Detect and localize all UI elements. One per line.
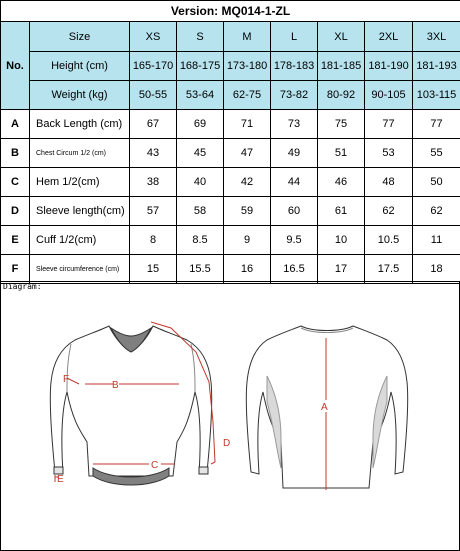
value-cell: 18: [413, 255, 460, 284]
weight-cell: 62-75: [224, 81, 271, 110]
size-cell: 3XL: [413, 22, 460, 52]
value-cell: 60: [271, 197, 318, 226]
value-cell: 77: [413, 110, 460, 139]
value-cell: 47: [224, 139, 271, 168]
value-cell: 8.5: [177, 226, 224, 255]
size-cell: S: [177, 22, 224, 52]
value-cell: 38: [130, 168, 177, 197]
row-label: Cuff 1/2(cm): [30, 226, 130, 255]
row-letter: F: [1, 255, 30, 284]
value-cell: 75: [318, 110, 365, 139]
value-cell: 58: [177, 197, 224, 226]
value-cell: 17.5: [365, 255, 413, 284]
weight-cell: 80-92: [318, 81, 365, 110]
value-cell: 53: [365, 139, 413, 168]
row-label: Sleeve length(cm): [30, 197, 130, 226]
value-cell: 15: [130, 255, 177, 284]
value-cell: 17: [318, 255, 365, 284]
value-cell: 69: [177, 110, 224, 139]
marker-d: D: [223, 438, 231, 449]
row-letter: D: [1, 197, 30, 226]
marker-a: A: [321, 402, 328, 413]
size-cell: XS: [130, 22, 177, 52]
height-cell: 181-190: [365, 52, 413, 81]
version-title: Version: MQ014-1-ZL: [1, 1, 460, 22]
row-label: Back Length (cm): [30, 110, 130, 139]
value-cell: 44: [271, 168, 318, 197]
row-label: Chest Circum 1/2 (cm): [30, 139, 130, 168]
weight-cell: 73-82: [271, 81, 318, 110]
row-letter: E: [1, 226, 30, 255]
height-cell: 181-185: [318, 52, 365, 81]
value-cell: 49: [271, 139, 318, 168]
value-cell: 67: [130, 110, 177, 139]
height-cell: 178-183: [271, 52, 318, 81]
value-cell: 15.5: [177, 255, 224, 284]
value-cell: 59: [224, 197, 271, 226]
row-letter: C: [1, 168, 30, 197]
height-cell: 165-170: [130, 52, 177, 81]
value-cell: 71: [224, 110, 271, 139]
value-cell: 11: [413, 226, 460, 255]
diagram-area: [0, 281, 460, 551]
size-cell: 2XL: [365, 22, 413, 52]
size-cell: M: [224, 22, 271, 52]
value-cell: 57: [130, 197, 177, 226]
weight-cell: 50-55: [130, 81, 177, 110]
header-label: Weight (kg): [30, 81, 130, 110]
value-cell: 43: [130, 139, 177, 168]
value-cell: 77: [365, 110, 413, 139]
row-letter: A: [1, 110, 30, 139]
value-cell: 46: [318, 168, 365, 197]
value-cell: 8: [130, 226, 177, 255]
value-cell: 40: [177, 168, 224, 197]
no-header: No.: [1, 22, 30, 110]
weight-cell: 53-64: [177, 81, 224, 110]
row-label: Hem 1/2(cm): [30, 168, 130, 197]
size-cell: XL: [318, 22, 365, 52]
value-cell: 62: [413, 197, 460, 226]
height-cell: 181-193: [413, 52, 460, 81]
row-label: Sleeve circumference (cm): [30, 255, 130, 284]
weight-cell: 90-105: [365, 81, 413, 110]
size-cell: L: [271, 22, 318, 52]
row-letter: B: [1, 139, 30, 168]
value-cell: 48: [365, 168, 413, 197]
value-cell: 9: [224, 226, 271, 255]
height-cell: 168-175: [177, 52, 224, 81]
value-cell: 42: [224, 168, 271, 197]
marker-e: E: [57, 474, 64, 485]
marker-c: C: [151, 460, 159, 471]
value-cell: 10: [318, 226, 365, 255]
value-cell: 61: [318, 197, 365, 226]
header-label: Height (cm): [30, 52, 130, 81]
value-cell: 51: [318, 139, 365, 168]
value-cell: 73: [271, 110, 318, 139]
front-jersey-drawing: [50, 326, 212, 485]
height-cell: 173-180: [224, 52, 271, 81]
value-cell: 10.5: [365, 226, 413, 255]
header-label: Size: [30, 22, 130, 52]
value-cell: 62: [365, 197, 413, 226]
marker-b: B: [112, 380, 119, 391]
value-cell: 45: [177, 139, 224, 168]
garment-diagram: [1, 282, 459, 550]
value-cell: 16: [224, 255, 271, 284]
diagram-label: Diagram:: [3, 282, 42, 291]
value-cell: 9.5: [271, 226, 318, 255]
value-cell: 55: [413, 139, 460, 168]
weight-cell: 103-115: [413, 81, 460, 110]
value-cell: 50: [413, 168, 460, 197]
value-cell: 16.5: [271, 255, 318, 284]
marker-f: F: [63, 374, 70, 385]
